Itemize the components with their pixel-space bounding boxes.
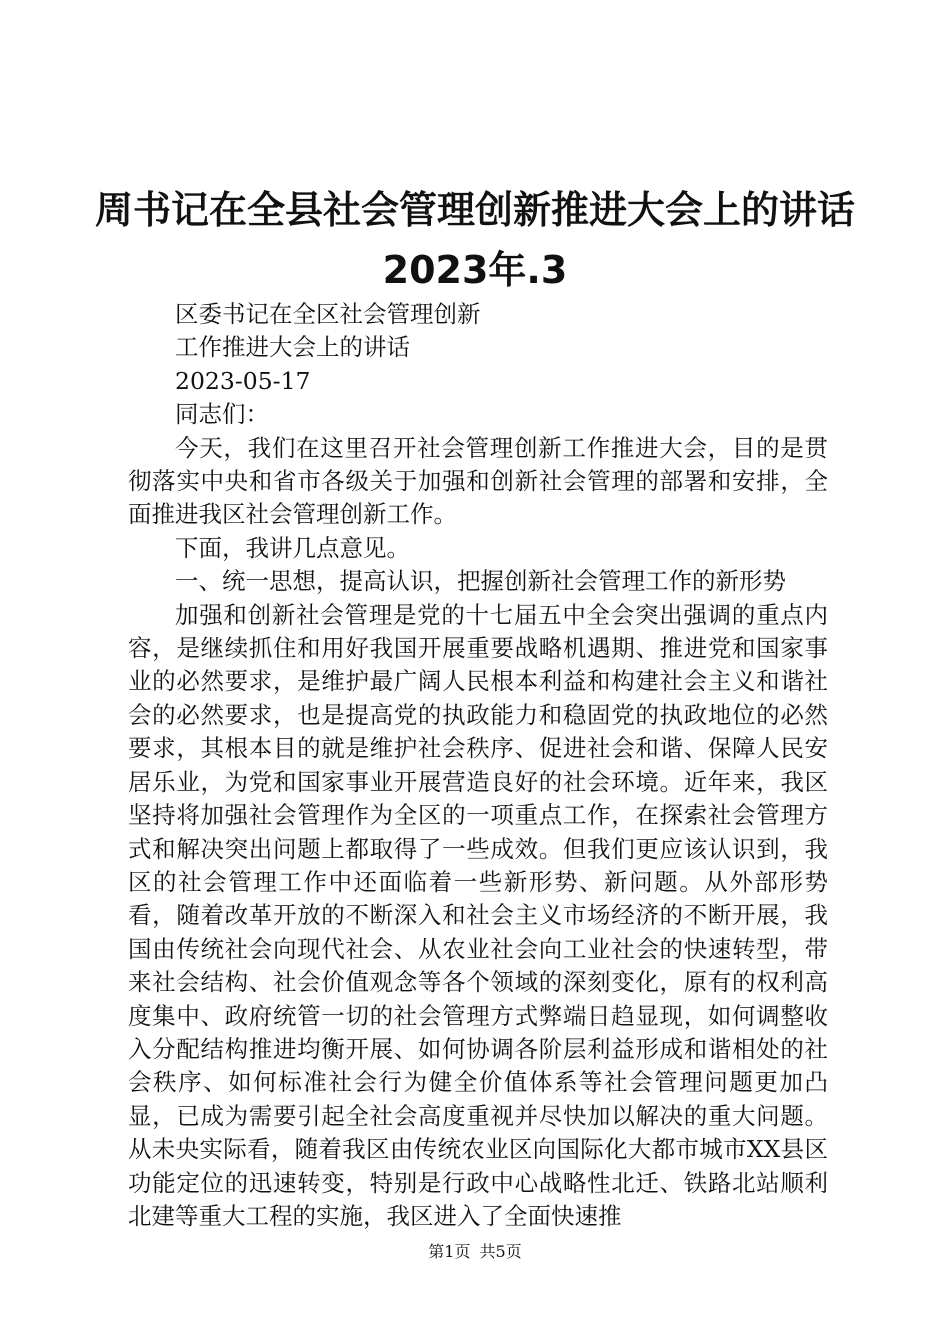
paragraph: 下面，我讲几点意见。 — [175, 533, 410, 562]
document-body — [128, 298, 828, 1233]
subtitle-line: 工作推进大会上的讲话 — [175, 333, 410, 362]
section-heading: 一、统一思想，提高认识，把握创新社会管理工作的新形势 — [175, 567, 786, 596]
salutation: 同志们： — [175, 400, 269, 429]
speech-date: 2023-05-17 — [175, 366, 311, 395]
page-footer — [0, 1242, 950, 1262]
paragraph: 今天，我们在这里召开社会管理创新工作推进大会，目的是贯彻落实中央和省市各级关于加强和创新社会管理的部署和安排，全面推进我区社会管理创新工作。 — [128, 433, 828, 529]
paragraph: 加强和创新社会管理是党的十七届五中全会突出强调的重点内容，是继续抓住和用好我国开展重要战略机遇期、推进党和国家事业的必然要求，是维护最广阔人民根本利益和构建社会主义和谐社会的必然要求，也是提高党的执政能力和稳固党的执政地位的必然要求，其根本目的就是维护社会秩序、促进社会和谐、保障人民安居乐业，为党和国家事业开展营造良好的社会环境。近年来，我区坚持将加强社会管理作为全区的一项重点工作，在探索社会管理方式和解决突出问题上都取得了一些成效。但我们更应该认识到，我区的社会管理工作中还面临着一些新形势、新问题。从外部形势看，随着改革开放的不断深入和社会主义市场经济的不断开展，我国由传统社会向现代社会、从农业社会向工业社会的快速转型，带来社会结构、社会价值观念等各个领域的深刻变化，原有的权利高度集中、政府统管一切的社会管理方式弊端日趋显现，如何调整收入分配结构推进均衡开展、如何协调各阶层利益形成和谐相处的社会秩序、如何标准社会行为健全价值体系等社会管理问题更加凸显，已成为需要引起全社会高度重视并尽快加以解决的重大问题。从未央实际看，随着我区由传统农业区向国际化大都市城市XX县区功能定位的迅速转变，特别是行政中心战略性北迁、铁路北站顺利北建等重大工程的实施，我区进入了全面快速推 — [128, 600, 828, 1230]
subtitle-line: 区委书记在全区社会管理创新 — [175, 300, 481, 328]
page-total: 共5页 — [479, 1242, 522, 1261]
document-title-date: 2023年.3 — [382, 248, 568, 292]
document-title: 周书记在全县社会管理创新推进大会上的讲话 — [94, 188, 855, 232]
page-number: 第1页 — [428, 1242, 471, 1261]
